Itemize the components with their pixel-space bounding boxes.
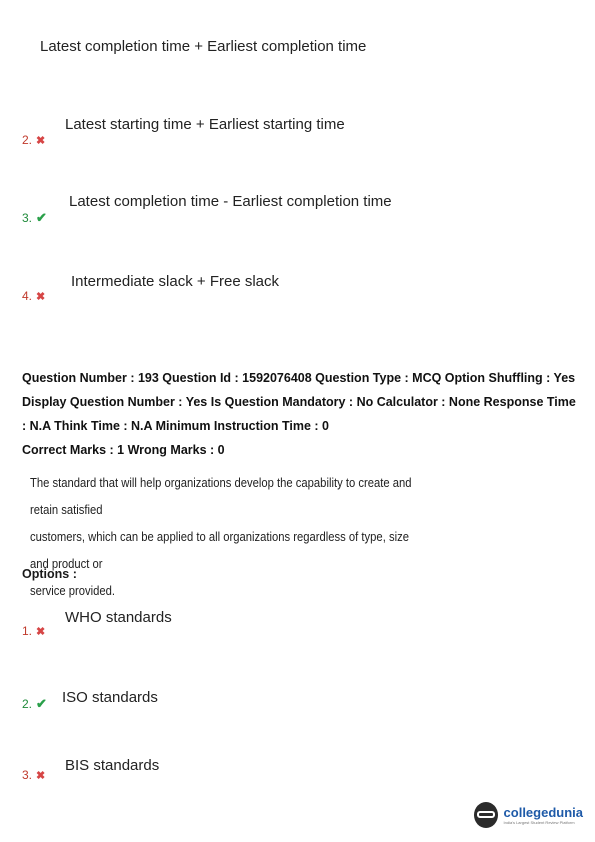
- option-text: Latest completion time + Earliest completion time: [40, 38, 367, 55]
- option-text: Intermediate slack + Free slack: [71, 273, 280, 290]
- question-meta-line: Question Number : 193 Question Id : 1592076408 Question Type : MCQ Option Shuffling : Yes: [22, 371, 576, 385]
- logo-text: [504, 805, 583, 825]
- mascot-icon: [474, 802, 498, 828]
- check-icon: ✔: [36, 210, 47, 225]
- option-number-label: 3.: [22, 768, 33, 782]
- logo-name: collegedunia: [503, 805, 583, 820]
- option-number-label: 3.: [22, 211, 33, 225]
- logo-tagline: India's Largest Student Review Platform: [503, 820, 575, 825]
- question-text-line: service provided.: [30, 584, 116, 598]
- cross-icon: ✖: [36, 625, 46, 638]
- option-text: Latest starting time + Earliest starting time: [65, 116, 345, 133]
- option-text: BIS standards: [65, 757, 160, 774]
- question-text: [30, 470, 426, 605]
- option-number: [22, 768, 45, 782]
- cross-icon: ✖: [36, 134, 46, 147]
- question-meta: [22, 366, 582, 462]
- option-text: WHO standards: [65, 609, 172, 626]
- option-number-label: 2.: [22, 697, 33, 711]
- collegedunia-logo: [474, 802, 583, 828]
- question-marks: Correct Marks : 1 Wrong Marks : 0: [22, 443, 225, 457]
- option-number: [22, 210, 47, 226]
- option-number: [22, 696, 47, 712]
- option-number: [22, 289, 45, 303]
- option-number: [22, 624, 45, 638]
- option-text: ISO standards: [62, 689, 158, 706]
- option-number-label: 4.: [22, 289, 33, 303]
- cross-icon: ✖: [36, 290, 46, 303]
- question-text-line: customers, which can be applied to all organizations regardless of type, size and product or: [30, 530, 409, 571]
- question-text-line: The standard that will help organizations develop the capability to create and retain satisfied: [30, 476, 412, 517]
- options-label: Options :: [22, 567, 77, 581]
- question-meta-line: Display Question Number : Yes Is Question Mandatory : No Calculator : None Response Time: [22, 395, 576, 409]
- question-meta-line: : N.A Think Time : N.A Minimum Instruction Time : 0: [22, 419, 329, 433]
- option-number-label: 2.: [22, 133, 33, 147]
- cross-icon: ✖: [36, 769, 46, 782]
- option-number-label: 1.: [22, 624, 33, 638]
- check-icon: ✔: [36, 696, 47, 711]
- option-number: [22, 133, 45, 147]
- option-text: Latest completion time - Earliest completion time: [69, 193, 392, 210]
